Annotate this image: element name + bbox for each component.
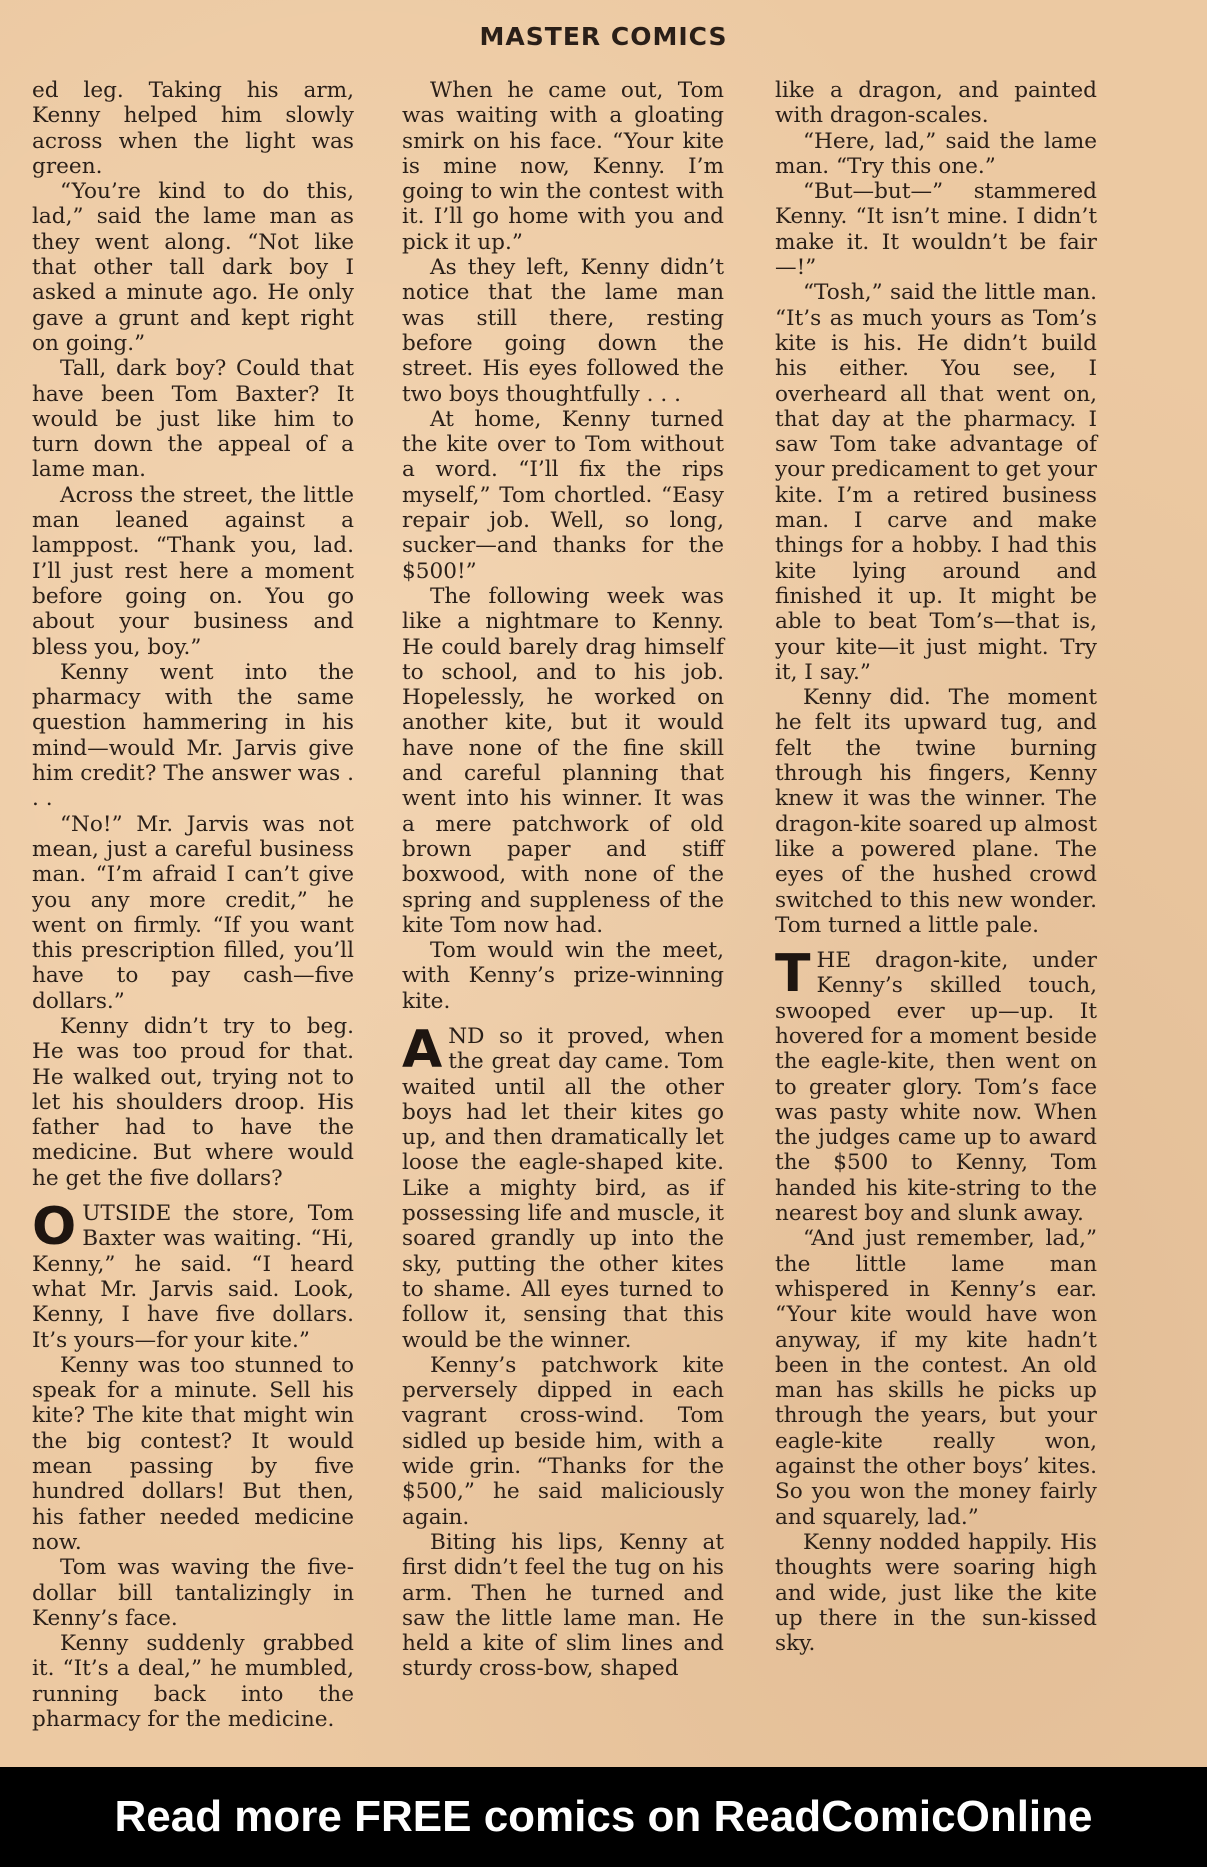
paragraph: “Tosh,” said the little man. “It’s as much yours as Tom’s kite is his. He didn’t build his either. You see, I overheard all that went on, that day at the pharmacy. I saw Tom take advantage of your predicament to get your kite. I’m a retired business man. I carve and make things for a hobby. I had this kite lying around and finished it up. It might be able to beat Tom’s—that is, your kite—it just might. Try it, I say.” [775,280,1097,685]
paragraph: “But—but—” stammered Kenny. “It isn’t mine. I didn’t make it. It wouldn’t be fair—!” [775,179,1097,281]
section-paragraph [32,1197,354,1353]
page-header: MASTER COMICS [479,22,728,51]
paragraph: “Here, lad,” said the lame man. “Try this one.” [775,128,1097,179]
paragraph: As they left, Kenny didn’t notice that the lame man was still there, resting before going down the street. His eyes followed the two boys thoughtfully . . . [402,255,724,407]
paragraph: “And just remember, lad,” the little lame man whispered in Kenny’s ear. “Your kite would have won anyway, if my kite hadn’t been in the contest. An old man has skills he picks up through the years, but your eagle-kite really won, against the other boys’ kites. So you won the money fairly and squarely, lad.” [775,1226,1097,1530]
paragraph: Kenny didn’t try to beg. He was too proud for that. He walked out, trying not to let his shoulders droop. His father had to have the medicine. But where would he get the five dollars? [32,1013,354,1191]
paragraph: “No!” Mr. Jarvis was not mean, just a careful business man. “I’m afraid I can’t give you any more credit,” he went on firmly. “If you want this prescription filled, you’ll have to pay cash—five dollars.” [32,811,354,1014]
drop-cap: T [775,944,811,1005]
section-paragraph [402,1019,724,1353]
text-column-2 [402,78,724,1682]
paragraph: Tom was waving the five-dollar bill tantalizingly in Kenny’s face. [32,1555,354,1631]
paragraph: Kenny did. The moment he felt its upward tug, and felt the twine burning through his fingers, Kenny knew it was the winner. The dragon-kite soared up almost like a powered plane. The eyes of the hushed crowd switched to this new wonder. Tom turned a little pale. [775,685,1097,938]
section-paragraph [775,944,1097,1227]
paragraph: Biting his lips, Kenny at first didn’t feel the tug on his arm. Then he turned and saw the little lame man. He held a kite of slim lines and sturdy cross-bow, shaped [402,1529,724,1682]
drop-cap: O [32,1197,77,1258]
paragraph-text: ND so it proved, when the great day came. Tom waited until all the other boys had let their kites go up, and then dramatically let loose the eagle-shaped kite. Like a mighty bird, as if possessing life and muscle, it soared grandly up into the sky, putting the other kites to shame. All eyes turned to follow it, sensing that this would be the winner. [402,1023,724,1353]
promo-banner: Read more FREE comics on ReadComicOnline [0,1767,1207,1867]
paragraph-text: HE dragon-kite, under Kenny’s skilled touch, swooped ever up—up. It hovered for a moment beside the eagle-kite, then went on to greater glory. Tom’s face was pasty white now. When the judges came up to award the $500 to Kenny, Tom handed his kite-string to the nearest boy and slunk away. [775,948,1097,1227]
paragraph: The following week was like a nightmare to Kenny. He could barely drag himself to school, and to his job. Hopelessly, he worked on another kite, but it would have none of the fine skill and careful planning that went into his winner. It was a mere patchwork of old brown paper and stiff boxwood, with none of the spring and suppleness of the kite Tom now had. [402,583,724,938]
paragraph: Kenny was too stunned to speak for a minute. Sell his kite? The kite that might win the big contest? It would mean passing by five hundred dollars! But then, his father needed medicine now. [32,1352,354,1555]
paragraph: Tall, dark boy? Could that have been Tom Baxter? It would be just like him to turn down the appeal of a lame man. [32,356,354,483]
paragraph: Kenny suddenly grabbed it. “It’s a deal,” he mumbled, running back into the pharmacy for the medicine. [32,1631,354,1732]
text-column-3 [775,78,1097,1656]
paragraph: like a dragon, and painted with dragon-scales. [775,78,1097,129]
paragraph: When he came out, Tom was waiting with a gloating smirk on his face. “Your kite is mine now, Kenny. I’m going to win the contest with it. I’ll go home with you and pick it up.” [402,78,724,255]
paragraph: ed leg. Taking his arm, Kenny helped him slowly across when the light was green. [32,78,354,179]
text-column-1 [32,78,354,1732]
drop-cap: A [402,1019,443,1080]
paragraph: Kenny nodded happily. His thoughts were soaring high and wide, just like the kite up there in the sun-kissed sky. [775,1529,1097,1657]
paragraph: Kenny’s patchwork kite perversely dipped in each vagrant cross-wind. Tom sidled up beside him, with a wide grin. “Thanks for the $500,” he said maliciously again. [402,1352,724,1530]
paragraph: “You’re kind to do this, lad,” said the lame man as they went along. “Not like that other tall dark boy I asked a minute ago. He only gave a grunt and kept right on going.” [32,179,354,356]
paragraph: Across the street, the little man leaned against a lamppost. “Thank you, lad. I’ll just rest here a moment before going on. You go about your business and bless you, boy.” [32,482,354,660]
paragraph: Kenny went into the pharmacy with the same question hammering in his mind—would Mr. Jarvis give him credit? The answer was . . . [32,659,354,812]
paragraph: At home, Kenny turned the kite over to Tom without a word. “I’ll fix the rips myself,” Tom chortled. “Easy repair job. Well, so long, sucker—and thanks for the $500!” [402,406,724,584]
paragraph-text: UTSIDE the store, Tom Baxter was waiting. “Hi, Kenny,” he said. “I heard what Mr. Jarvis said. Look, Kenny, I have five dollars. It’s yours—for your kite.” [32,1201,354,1353]
paragraph: Tom would win the meet, with Kenny’s prize-winning kite. [402,938,724,1014]
